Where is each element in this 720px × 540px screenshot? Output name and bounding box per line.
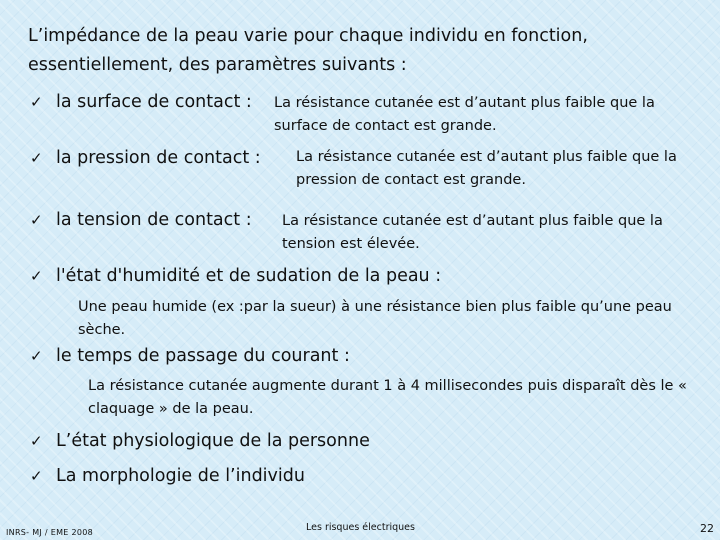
item-label: La morphologie de l’individu: [56, 466, 305, 486]
list-item-pression: [30, 148, 261, 168]
checkmark-icon: ✓: [30, 432, 43, 450]
checkmark-icon: ✓: [30, 93, 43, 111]
item-label: L’état physiologique de la personne: [56, 431, 370, 451]
checkmark-icon: ✓: [30, 267, 43, 285]
item-description: La résistance cutanée est d’autant plus faible que la tension est élevée.: [282, 213, 663, 252]
list-item-morphologie: [30, 466, 305, 486]
checkmark-icon: ✓: [30, 149, 43, 167]
item-description: La résistance cutanée augmente durant 1 à 4 millisecondes puis disparaît dès le « claquage » de la peau.: [88, 378, 687, 417]
list-item-humidite: [30, 266, 441, 286]
item-label: la tension de contact :: [56, 210, 252, 230]
footer-title: Les risques électriques: [306, 522, 415, 533]
item-description: Une peau humide (ex :par la sueur) à une résistance bien plus faible qu’une peau sèche.: [78, 299, 672, 338]
item-description: La résistance cutanée est d’autant plus faible que la surface de contact est grande.: [274, 95, 655, 134]
item-label: l'état d'humidité et de sudation de la peau :: [56, 266, 442, 286]
item-label: le temps de passage du courant :: [56, 346, 350, 366]
item-description: La résistance cutanée est d’autant plus faible que la pression de contact est grande.: [296, 149, 677, 188]
checkmark-icon: ✓: [30, 467, 43, 485]
list-item-surface: [30, 92, 252, 112]
checkmark-icon: ✓: [30, 347, 43, 365]
list-item-temps: [30, 346, 350, 366]
item-label: la surface de contact :: [56, 92, 252, 112]
list-item-physiologique: [30, 431, 370, 451]
intro-text: L’impédance de la peau varie pour chaque individu en fonction, essentiellement, des paramètres suivants :: [28, 26, 588, 75]
page-number: 22: [700, 522, 714, 535]
footer-credit: INRS- MJ / EME 2008: [6, 528, 94, 537]
list-item-tension: [30, 210, 252, 230]
checkmark-icon: ✓: [30, 211, 43, 229]
item-label: la pression de contact :: [56, 148, 261, 168]
